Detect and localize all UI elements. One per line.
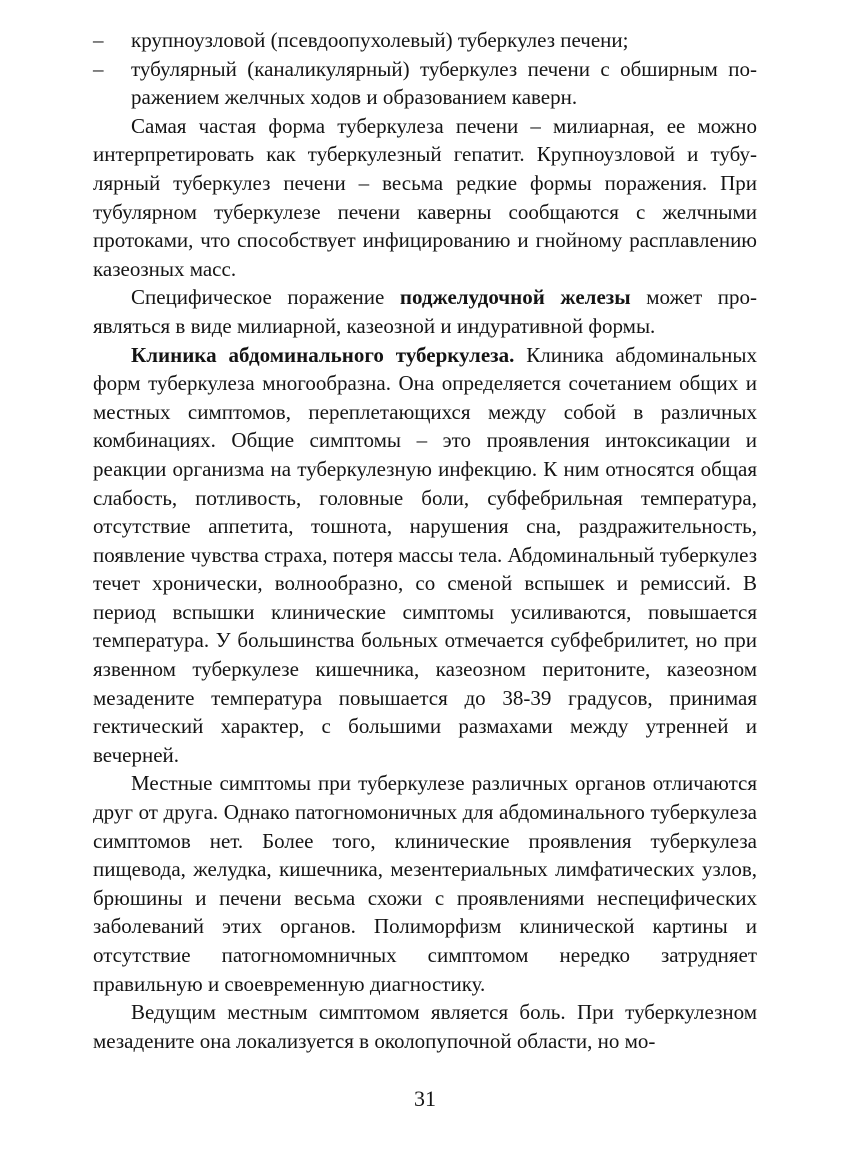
list-item-text: тубулярный (каналикулярный) туберкулез печени с обширным поражением желчных ходов и образованием каверн. bbox=[131, 56, 757, 110]
paragraph-miliary-form: Самая частая форма туберкулеза печени – милиарная, ее можно интерпретировать как туберкулезный гепатит. Крупноузловой и тубулярный туберкулез печени – весьма редкие формы поражения. При тубулярном туберкулезе печени каверны сообщаются с желчными протоками, что способствует инфицированию и гнойному расплавлению казеозных масс. bbox=[93, 113, 757, 281]
paragraph-pancreas bbox=[93, 283, 757, 340]
list-dash: – bbox=[93, 56, 104, 81]
body-text bbox=[93, 26, 757, 1055]
paragraph-text: может проявляться в виде милиарной, казеозной и индуративной формы. bbox=[93, 285, 757, 338]
list-item bbox=[93, 55, 757, 112]
paragraph-local-symptoms: Местные симптомы при туберкулезе различных органов отличаются друг от друга. Однако патогномоничных для абдоминального туберкулеза симптомов нет. Более того, клинические проявления туберкулеза пищевода, желудка, кишечника, мезентериальных лимфатических узлов, брюшины и печени весьма схожи с проявлениями неспецифических заболеваний этих органов. Полиморфизм клинической картины и отсутствие патогномомничных симптомом нередко затрудняет правильную и своевременную диагностику. bbox=[93, 771, 757, 996]
paragraph-clinical-picture bbox=[93, 341, 757, 770]
paragraph-text: Специфическое поражение bbox=[131, 285, 400, 310]
list-item bbox=[93, 26, 757, 55]
section-heading: Клиника абдоминального туберкулеза. bbox=[131, 342, 515, 367]
list-dash: – bbox=[93, 28, 104, 52]
paragraph-text: Клиника абдоминальных форм туберкулеза многообразна. Она определяется сочетанием общих и местных симптомов, переплетающихся между собой в различных комбинациях. Общие симптомы – это проявления интоксикации и реакции организма на туберкулезную инфекцию. К ним относятся общая слабость, потливость, головные боли, субфебрильная температура, отсутствие аппетита, тошнота, нарушения сна, раздражительность, появление чувства страха, потеря массы тела. Абдоминальный туберкулез течет хронически, волнообразно, со сменой вспышек и ремиссий. В период вспышки клинические симптомы усиливаются, повышается температура. У большинства больных отмечается субфебрилитет, но при язвенном туберкулезе кишечника, казеозном перитоните, казеозном мезадените температура повышается до 38-39 градусов, принимая гектический характер, с большими размахами между утренней и вечерней. bbox=[93, 342, 757, 767]
page-number: 31 bbox=[414, 1086, 436, 1111]
bold-term: поджелудочной железы bbox=[399, 285, 631, 310]
list-item-text: крупноузловой (псевдоопухолевый) туберкулез печени; bbox=[131, 28, 629, 52]
paragraph-pain: Ведущим местным симптомом является боль. При туберкулезном мезадените она локализуется в околопупочной области, но мо- bbox=[93, 1000, 757, 1053]
